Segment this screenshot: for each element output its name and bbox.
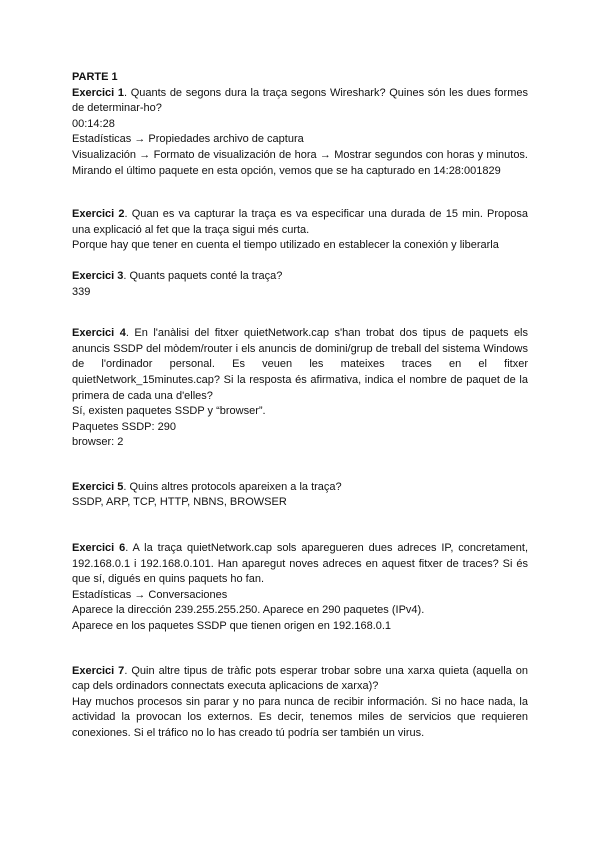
exercise-2-label: Exercici 2 — [72, 208, 125, 221]
exercise-3-question: Exercici 3. Quants paquets conté la traça? — [72, 269, 283, 282]
exercise-7-question: Exercici 7. Quin altre tipus de tràfic pots esperar trobar sobre una xarxa quieta (aquella on cap dels ordinadors connectats executa aplicacions de xarxa)? — [72, 664, 528, 693]
exercise-4-answer-line3: browser: 2 — [72, 436, 124, 449]
exercise-6-answer-line1: Estadísticas → Conversaciones — [72, 588, 228, 601]
exercise-3-label: Exercici 3 — [72, 269, 124, 282]
exercise-1-question: Exercici 1. Quants de segons dura la traça segons Wireshark? Quines són les dues formes de determinar-ho? — [72, 86, 528, 115]
exercise-6-label: Exercici 6 — [72, 542, 126, 555]
exercise-4-label: Exercici 4 — [72, 327, 126, 340]
exercise-6-answer-line2: Aparece la dirección 239.255.255.250. Aparece en 290 paquetes (IPv4). — [72, 604, 425, 617]
exercise-5-answer: SSDP, ARP, TCP, HTTP, NBNS, BROWSER — [72, 496, 287, 509]
exercise-1-answer-path2: Visualización → Formato de visualización de hora → Mostrar segundos con horas y minutos. Mirando el último paquete en esta opción, vemos que se ha capturado en 14:28:001829 — [72, 148, 528, 177]
exercise-1-answer-time: 00:14:28 — [72, 117, 115, 130]
exercise-4-answer-line2: Paquetes SSDP: 290 — [72, 420, 176, 433]
exercise-3-answer: 339 — [72, 285, 91, 298]
exercise-5-question: Exercici 5. Quins altres protocols apareixen a la traça? — [72, 480, 342, 493]
exercise-7-label: Exercici 7 — [72, 664, 125, 677]
part-title: PARTE 1 — [72, 71, 118, 83]
exercise-7-answer: Hay muchos procesos sin parar y no para nunca de recibir información. Si no hace nada, la actividad la provocan los externos. Es decir, tenemos miles de servicios que requieren conexiones. Si el tráfico no lo has creado tú podría ser también un virus. — [72, 695, 528, 739]
exercise-5-label: Exercici 5 — [72, 480, 124, 493]
exercise-4-answer-line1: Sí, existen paquetes SSDP y “browser”. — [72, 405, 266, 418]
document-content — [72, 70, 528, 742]
exercise-1-label: Exercici 1 — [72, 86, 124, 99]
exercise-4-question: Exercici 4. En l'anàlisi del fitxer quietNetwork.cap s'han trobat dos tipus de paquets els anuncis SSDP del mòdem/router i els anuncis de domini/grup de treball del sistema Windows de l'ordinador personal. Es veuen les mateixes traces en el fitxer quietNetwork_15minutes.cap? Si la resposta és afirmativa, indica el nombre de paquet de la primera de cada una d'elles? — [72, 327, 529, 402]
exercise-1-answer-path1: Estadísticas → Propiedades archivo de captura — [72, 133, 304, 146]
exercise-2-answer: Porque hay que tener en cuenta el tiempo utilizado en establecer la conexión y liberarla — [72, 239, 499, 252]
exercise-6-answer-line3: Aparece en los paquetes SSDP que tienen origen en 192.168.0.1 — [72, 620, 392, 633]
exercise-6-question: Exercici 6. A la traça quietNetwork.cap sols aparegueren dues adreces IP, concretament, 192.168.0.1 i 192.168.0.101. Han aparegut noves adreces en aquest fitxer de traces? Si és que sí, digués en quins paquets ho fan. — [72, 542, 528, 586]
exercise-2-question: Exercici 2. Quan es va capturar la traça es va especificar una durada de 15 min. Proposa una explicació al fet que la traça sigui més curta. — [72, 208, 529, 236]
